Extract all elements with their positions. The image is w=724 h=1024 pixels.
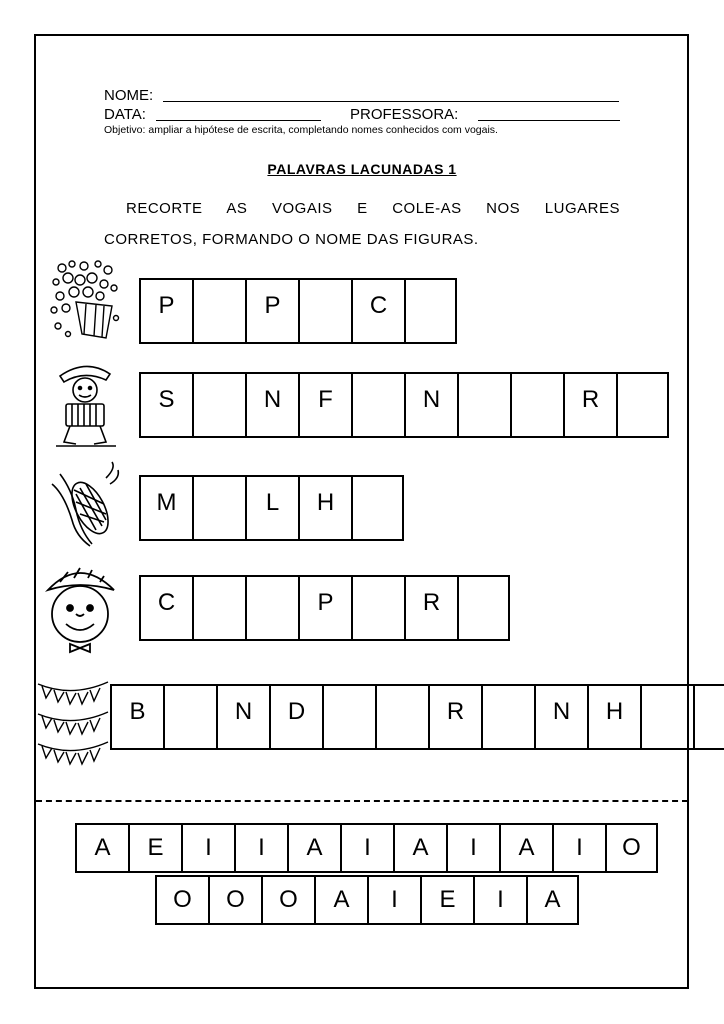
vowel-tile[interactable]: O bbox=[605, 823, 658, 873]
word-row-corn bbox=[139, 475, 404, 541]
blank-cell[interactable] bbox=[481, 684, 534, 750]
word-row-boy bbox=[139, 575, 510, 641]
blank-cell[interactable] bbox=[404, 278, 457, 344]
letter-cell: H bbox=[587, 684, 640, 750]
vowel-tile[interactable]: A bbox=[314, 875, 367, 925]
vowel-tile[interactable]: I bbox=[473, 875, 526, 925]
popcorn-icon bbox=[48, 258, 124, 344]
vowel-tile[interactable]: E bbox=[128, 823, 181, 873]
vowel-tile[interactable]: O bbox=[261, 875, 314, 925]
cut-line bbox=[36, 800, 688, 802]
word-row-popcorn bbox=[139, 278, 457, 344]
letter-cell: R bbox=[428, 684, 481, 750]
blank-cell[interactable] bbox=[510, 372, 563, 438]
country-boy-hat-icon bbox=[40, 562, 122, 654]
vowel-tile[interactable]: I bbox=[181, 823, 234, 873]
data-label: DATA: bbox=[104, 106, 146, 123]
blank-cell[interactable] bbox=[693, 684, 724, 750]
vowel-tile[interactable]: A bbox=[499, 823, 552, 873]
vowel-tile[interactable]: I bbox=[446, 823, 499, 873]
vowel-tile[interactable]: O bbox=[208, 875, 261, 925]
professora-line bbox=[478, 120, 620, 121]
letter-cell: C bbox=[139, 575, 192, 641]
nome-label: NOME: bbox=[104, 87, 154, 104]
instruction-line-2: CORRETOS, FORMANDO O NOME DAS FIGURAS. bbox=[104, 231, 479, 248]
letter-cell: N bbox=[534, 684, 587, 750]
blank-cell[interactable] bbox=[375, 684, 428, 750]
vowel-tile[interactable]: I bbox=[234, 823, 287, 873]
vowel-tile[interactable]: A bbox=[393, 823, 446, 873]
vowel-tile[interactable]: I bbox=[552, 823, 605, 873]
vowel-tile[interactable]: A bbox=[526, 875, 579, 925]
letter-cell: R bbox=[404, 575, 457, 641]
letter-cell: N bbox=[245, 372, 298, 438]
letter-cell: B bbox=[110, 684, 163, 750]
letter-cell: P bbox=[139, 278, 192, 344]
blank-cell[interactable] bbox=[192, 278, 245, 344]
blank-cell[interactable] bbox=[616, 372, 669, 438]
letter-cell: F bbox=[298, 372, 351, 438]
accordion-player-icon bbox=[50, 362, 122, 448]
word-row-accordion bbox=[139, 372, 669, 438]
blank-cell[interactable] bbox=[192, 475, 245, 541]
vowel-tile[interactable]: E bbox=[420, 875, 473, 925]
letter-cell: P bbox=[245, 278, 298, 344]
blank-cell[interactable] bbox=[351, 475, 404, 541]
objective-text: Objetivo: ampliar a hipótese de escrita, completando nomes conhecidos com vogais. bbox=[104, 124, 498, 136]
blank-cell[interactable] bbox=[351, 575, 404, 641]
blank-cell[interactable] bbox=[163, 684, 216, 750]
letter-cell: R bbox=[563, 372, 616, 438]
blank-cell[interactable] bbox=[457, 372, 510, 438]
vowel-tile[interactable]: I bbox=[340, 823, 393, 873]
blank-cell[interactable] bbox=[640, 684, 693, 750]
vowel-row-1 bbox=[75, 823, 658, 873]
page-title: PALAVRAS LACUNADAS 1 bbox=[267, 161, 457, 177]
blank-cell[interactable] bbox=[322, 684, 375, 750]
flag-bunting-icon bbox=[36, 674, 110, 766]
letter-cell: D bbox=[269, 684, 322, 750]
letter-cell: H bbox=[298, 475, 351, 541]
letter-cell: N bbox=[216, 684, 269, 750]
letter-cell: C bbox=[351, 278, 404, 344]
blank-cell[interactable] bbox=[457, 575, 510, 641]
blank-cell[interactable] bbox=[192, 575, 245, 641]
professora-label: PROFESSORA: bbox=[350, 106, 459, 123]
letter-cell: M bbox=[139, 475, 192, 541]
letter-cell: P bbox=[298, 575, 351, 641]
corn-icon bbox=[46, 460, 122, 550]
blank-cell[interactable] bbox=[245, 575, 298, 641]
data-line bbox=[156, 120, 321, 121]
vowel-tile[interactable]: A bbox=[75, 823, 128, 873]
letter-cell: L bbox=[245, 475, 298, 541]
letter-cell: S bbox=[139, 372, 192, 438]
instruction-line-1: RECORTE AS VOGAIS E COLE-AS NOS LUGARES bbox=[126, 200, 620, 217]
word-row-bunting bbox=[110, 684, 724, 750]
vowel-tile[interactable]: I bbox=[367, 875, 420, 925]
letter-cell: N bbox=[404, 372, 457, 438]
blank-cell[interactable] bbox=[298, 278, 351, 344]
vowel-row-2 bbox=[155, 875, 579, 925]
blank-cell[interactable] bbox=[351, 372, 404, 438]
vowel-tile[interactable]: A bbox=[287, 823, 340, 873]
vowel-tile[interactable]: O bbox=[155, 875, 208, 925]
nome-line bbox=[163, 101, 619, 102]
blank-cell[interactable] bbox=[192, 372, 245, 438]
